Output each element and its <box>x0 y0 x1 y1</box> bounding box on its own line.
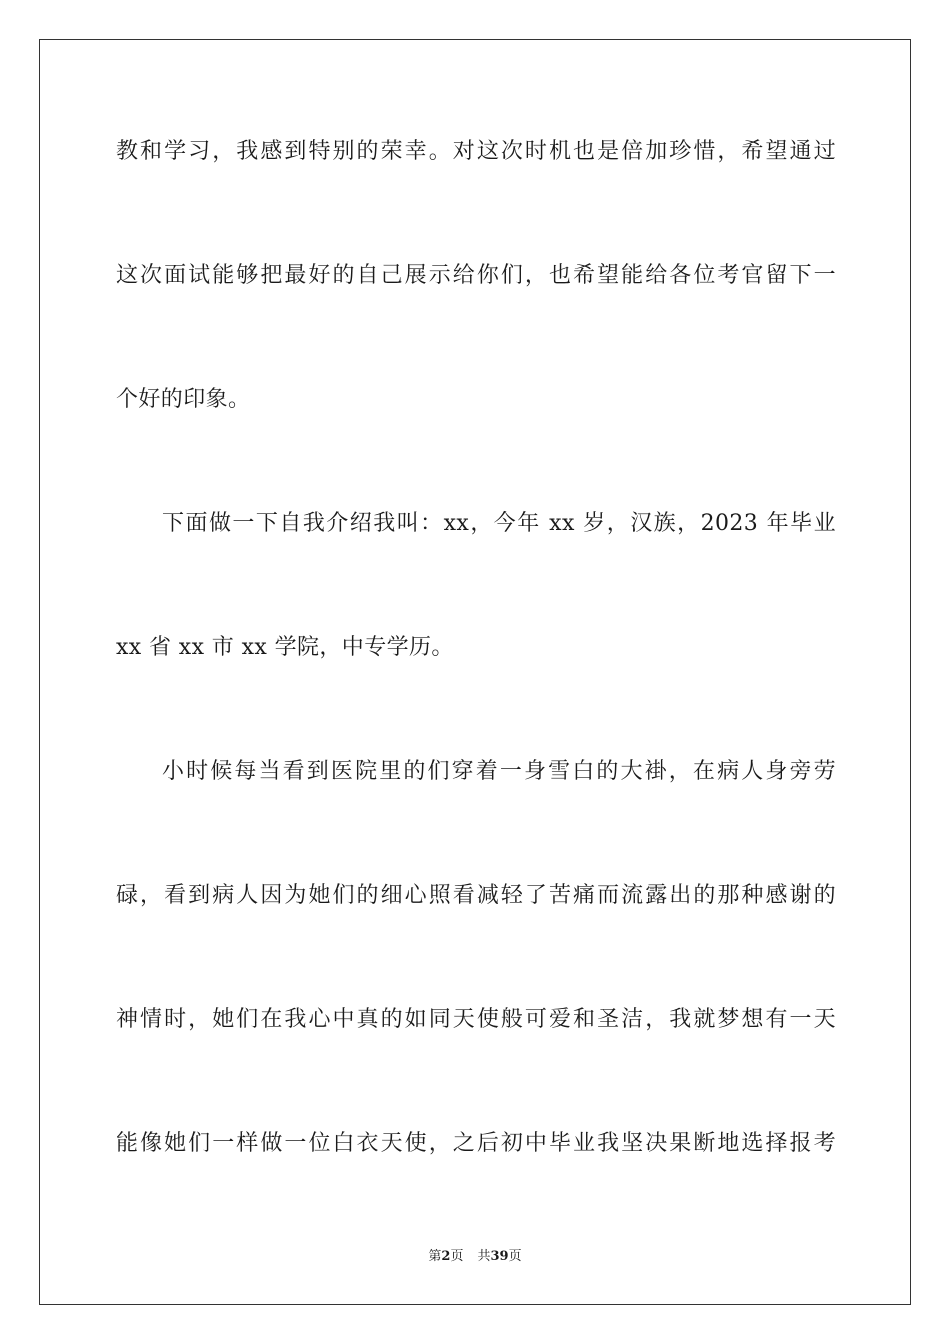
footer-total-prefix: 共 <box>477 1249 491 1264</box>
paragraph-line-3: 个好的印象。 <box>116 387 251 412</box>
paragraph-line-2: 这次面试能够把最好的自己展示给你们，也希望能给各位考官留下一 <box>116 263 836 288</box>
paragraph-line-4: 下面做一下自我介绍我叫：xx，今年 xx 岁，汉族，2023 年毕业 <box>162 511 836 536</box>
footer-page-suffix: 页 <box>450 1249 464 1264</box>
page-footer <box>0 1248 950 1266</box>
footer-page-total: 39 <box>490 1249 509 1264</box>
paragraph-line-9: 能像她们一样做一位白衣天使，之后初中毕业我坚决果断地选择报考 <box>116 1131 836 1156</box>
paragraph-line-1: 教和学习，我感到特别的荣幸。对这次时机也是倍加珍惜，希望通过 <box>116 139 836 164</box>
paragraph-line-7: 碌，看到病人因为她们的细心照看减轻了苦痛而流露出的那种感谢的 <box>116 883 836 908</box>
page-border <box>39 39 911 1305</box>
paragraph-line-8: 神情时，她们在我心中真的如同天使般可爱和圣洁，我就梦想有一天 <box>116 1007 836 1032</box>
footer-total-suffix: 页 <box>508 1249 522 1264</box>
footer-page-current: 2 <box>441 1249 451 1264</box>
footer-page-prefix: 第 <box>428 1249 442 1264</box>
paragraph-line-6: 小时候每当看到医院里的们穿着一身雪白的大褂，在病人身旁劳 <box>162 759 836 784</box>
paragraph-line-5: xx 省 xx 市 xx 学院，中专学历。 <box>116 635 454 660</box>
